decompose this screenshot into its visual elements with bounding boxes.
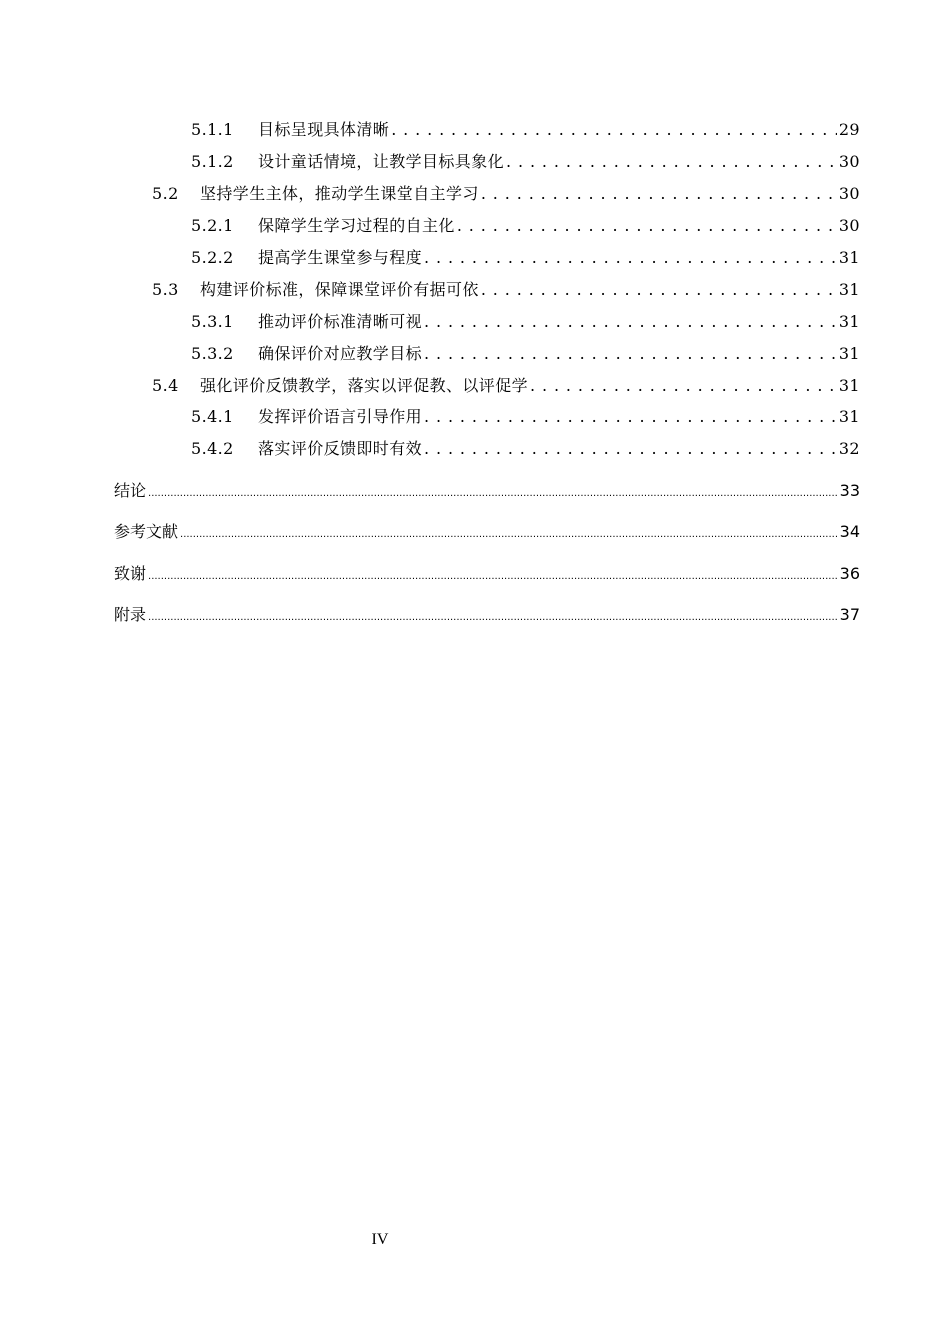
toc-dot-leader <box>391 119 837 141</box>
toc-entry-5-1-2[interactable] <box>191 151 860 173</box>
toc-entry-number: 5.1.2 <box>191 152 234 171</box>
toc-entry-5-3-1[interactable] <box>191 311 860 333</box>
toc-dot-leader <box>424 438 837 460</box>
toc-entry-page: 31 <box>838 407 860 426</box>
toc-entry-page: 31 <box>838 248 860 267</box>
toc-entry-page: 34 <box>839 522 860 541</box>
toc-dot-leader <box>506 151 837 173</box>
toc-entry-5-4[interactable] <box>152 375 860 397</box>
toc-entry-number: 5.2.1 <box>191 216 234 235</box>
toc-entry-title: 发挥评价语言引导作用 <box>258 407 423 426</box>
toc-entry-number: 5.2.2 <box>191 248 234 267</box>
toc-entry-number: 5.4.2 <box>191 439 234 458</box>
toc-entry-5-3-2[interactable] <box>191 343 860 365</box>
toc-entry-conclusion[interactable] <box>114 479 860 503</box>
toc-entry-number: 5.2 <box>152 184 179 203</box>
toc-entry-number: 5.3.2 <box>191 344 234 363</box>
toc-entry-title: 附录 <box>114 605 147 624</box>
toc-dot-leader <box>148 603 838 630</box>
toc-entry-page: 36 <box>839 564 860 583</box>
toc-dot-leader <box>148 479 838 506</box>
toc-entry-title: 提高学生课堂参与程度 <box>258 248 423 267</box>
toc-entry-5-2-2[interactable] <box>191 247 860 269</box>
toc-entry-title: 强化评价反馈教学，落实以评促教、以评促学 <box>200 376 529 395</box>
toc-entry-page: 32 <box>838 439 860 458</box>
toc-entry-page: 33 <box>839 481 860 500</box>
toc-entry-acknowledgements[interactable] <box>114 562 860 586</box>
toc-dot-leader <box>457 215 837 237</box>
toc-entry-title: 推动评价标准清晰可视 <box>258 312 423 331</box>
toc-entry-page: 31 <box>838 280 860 299</box>
toc-entry-title: 目标呈现具体清晰 <box>258 120 390 139</box>
toc-entry-5-2[interactable] <box>152 183 860 205</box>
toc-entry-page: 30 <box>838 216 860 235</box>
toc-entry-title: 设计童话情境，让教学目标具象化 <box>258 152 505 171</box>
toc-entry-title: 致谢 <box>114 564 147 583</box>
toc-entry-title: 确保评价对应教学目标 <box>258 344 423 363</box>
toc-entry-page: 31 <box>838 312 860 331</box>
toc-entry-5-4-1[interactable] <box>191 406 860 428</box>
toc-dot-leader <box>424 343 837 365</box>
toc-entry-page: 30 <box>838 184 860 203</box>
toc-entry-5-3[interactable] <box>152 279 860 301</box>
toc-entry-appendix[interactable] <box>114 603 860 627</box>
toc-entry-number: 5.3.1 <box>191 312 234 331</box>
toc-entry-title: 构建评价标准，保障课堂评价有据可依 <box>200 280 479 299</box>
toc-dot-leader <box>148 562 838 589</box>
toc-entry-title: 结论 <box>114 481 147 500</box>
toc-entry-5-4-2[interactable] <box>191 438 860 460</box>
toc-dot-leader <box>481 183 837 205</box>
toc-entry-title: 坚持学生主体，推动学生课堂自主学习 <box>200 184 479 203</box>
toc-dot-leader <box>424 247 837 269</box>
page-number-footer: IV <box>371 1231 389 1248</box>
toc-entry-page: 37 <box>839 605 860 624</box>
toc-entry-page: 31 <box>838 344 860 363</box>
toc-entry-page: 30 <box>838 152 860 171</box>
toc-entry-number: 5.4.1 <box>191 407 234 426</box>
toc-entry-page: 29 <box>838 120 860 139</box>
toc-entry-5-2-1[interactable] <box>191 215 860 237</box>
toc-dot-leader <box>481 279 837 301</box>
toc-entry-title: 保障学生学习过程的自主化 <box>258 216 455 235</box>
toc-entry-references[interactable] <box>114 520 860 544</box>
toc-entry-number: 5.4 <box>152 376 179 395</box>
toc-entry-title: 落实评价反馈即时有效 <box>258 439 423 458</box>
toc-dot-leader <box>424 406 837 428</box>
toc-entry-number: 5.3 <box>152 280 179 299</box>
toc-dot-leader <box>180 520 838 547</box>
toc-entry-page: 31 <box>838 376 860 395</box>
toc-entry-title: 参考文献 <box>114 522 179 541</box>
toc-dot-leader <box>424 311 837 333</box>
toc-dot-leader <box>530 375 837 397</box>
toc-entry-number: 5.1.1 <box>191 120 234 139</box>
toc-entry-5-1-1[interactable] <box>191 119 860 141</box>
